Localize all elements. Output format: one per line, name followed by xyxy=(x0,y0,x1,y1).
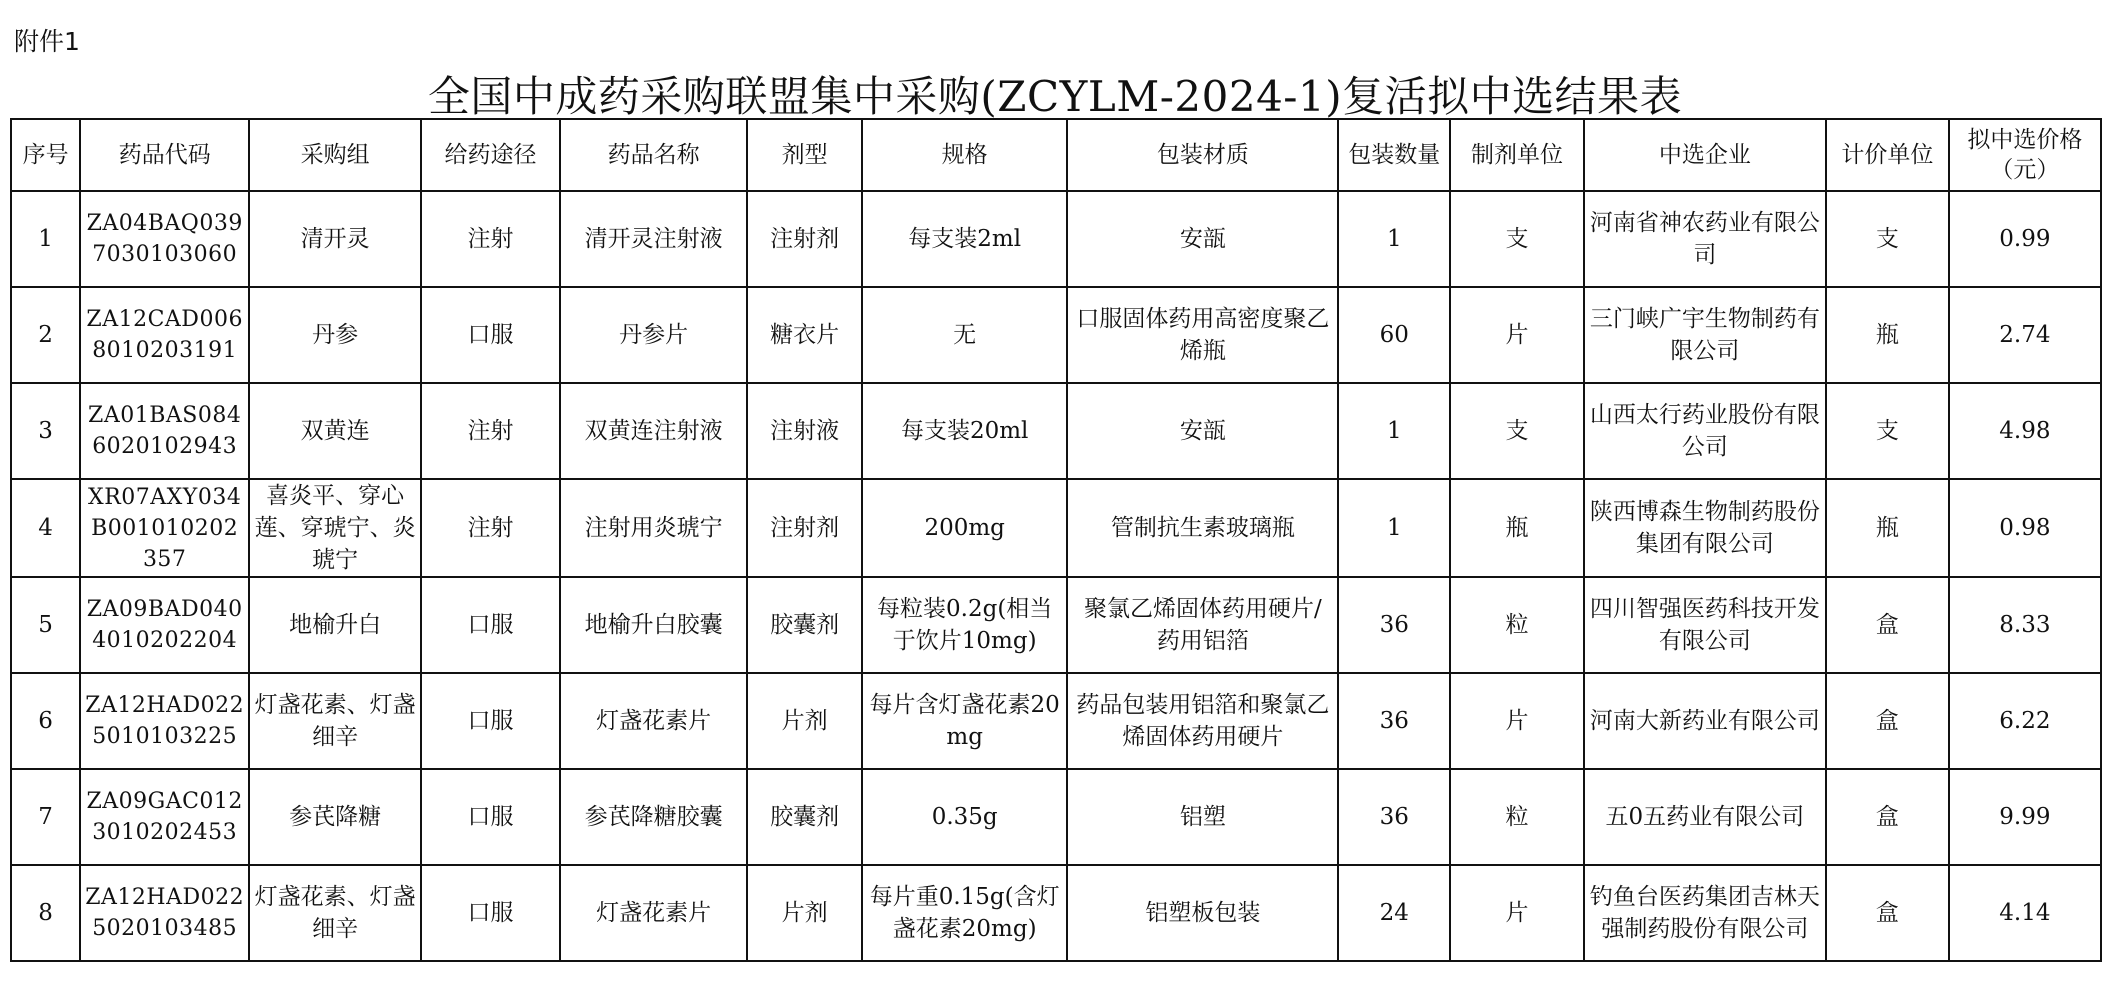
cell-form: 注射剂 xyxy=(747,479,861,577)
table-row xyxy=(11,577,2101,673)
cell-code: ZA12HAD0225010103225 xyxy=(80,673,249,769)
cell-spec: 0.35g xyxy=(862,769,1068,865)
header-group: 采购组 xyxy=(249,119,421,191)
cell-spec: 200mg xyxy=(862,479,1068,577)
cell-priceunit: 支 xyxy=(1826,383,1949,479)
cell-qty: 1 xyxy=(1338,479,1450,577)
cell-price: 0.99 xyxy=(1949,191,2101,287)
table-row xyxy=(11,769,2101,865)
cell-group: 地榆升白 xyxy=(249,577,421,673)
header-route: 给药途径 xyxy=(421,119,559,191)
cell-company: 钓鱼台医药集团吉林天强制药股份有限公司 xyxy=(1584,865,1826,961)
header-seq: 序号 xyxy=(11,119,80,191)
cell-code: ZA09BAD0404010202204 xyxy=(80,577,249,673)
cell-group: 清开灵 xyxy=(249,191,421,287)
cell-priceunit: 盒 xyxy=(1826,673,1949,769)
header-price: 拟中选价格（元） xyxy=(1949,119,2101,191)
cell-qty: 36 xyxy=(1338,769,1450,865)
cell-seq: 4 xyxy=(11,479,80,577)
cell-group: 参芪降糖 xyxy=(249,769,421,865)
cell-qty: 36 xyxy=(1338,577,1450,673)
cell-company: 山西太行药业股份有限公司 xyxy=(1584,383,1826,479)
header-code: 药品代码 xyxy=(80,119,249,191)
cell-route: 注射 xyxy=(421,383,559,479)
cell-packmat: 药品包装用铝箔和聚氯乙烯固体药用硬片 xyxy=(1067,673,1338,769)
cell-name: 丹参片 xyxy=(560,287,748,383)
cell-company: 河南大新药业有限公司 xyxy=(1584,673,1826,769)
cell-route: 注射 xyxy=(421,191,559,287)
cell-spec: 无 xyxy=(862,287,1068,383)
cell-company: 三门峡广宇生物制药有限公司 xyxy=(1584,287,1826,383)
cell-packmat: 聚氯乙烯固体药用硬片/药用铝箔 xyxy=(1067,577,1338,673)
cell-form: 糖衣片 xyxy=(747,287,861,383)
header-qty: 包装数量 xyxy=(1338,119,1450,191)
header-priceunit: 计价单位 xyxy=(1826,119,1949,191)
cell-price: 2.74 xyxy=(1949,287,2101,383)
table-row xyxy=(11,191,2101,287)
cell-code: ZA01BAS0846020102943 xyxy=(80,383,249,479)
cell-route: 口服 xyxy=(421,673,559,769)
cell-packmat: 管制抗生素玻璃瓶 xyxy=(1067,479,1338,577)
cell-packmat: 安瓿 xyxy=(1067,383,1338,479)
table-row xyxy=(11,287,2101,383)
cell-packmat: 口服固体药用高密度聚乙烯瓶 xyxy=(1067,287,1338,383)
cell-company: 陕西博森生物制药股份集团有限公司 xyxy=(1584,479,1826,577)
cell-route: 口服 xyxy=(421,287,559,383)
table-row xyxy=(11,865,2101,961)
cell-company: 四川智强医药科技开发有限公司 xyxy=(1584,577,1826,673)
cell-unit: 粒 xyxy=(1450,577,1583,673)
cell-route: 口服 xyxy=(421,865,559,961)
cell-spec: 每支装2ml xyxy=(862,191,1068,287)
cell-qty: 1 xyxy=(1338,191,1450,287)
cell-route: 口服 xyxy=(421,769,559,865)
header-company: 中选企业 xyxy=(1584,119,1826,191)
table-row xyxy=(11,383,2101,479)
cell-priceunit: 盒 xyxy=(1826,577,1949,673)
cell-qty: 1 xyxy=(1338,383,1450,479)
cell-seq: 5 xyxy=(11,577,80,673)
cell-name: 双黄连注射液 xyxy=(560,383,748,479)
cell-route: 口服 xyxy=(421,577,559,673)
cell-group: 灯盏花素、灯盏细辛 xyxy=(249,673,421,769)
cell-priceunit: 瓶 xyxy=(1826,479,1949,577)
cell-form: 胶囊剂 xyxy=(747,769,861,865)
cell-company: 河南省神农药业有限公司 xyxy=(1584,191,1826,287)
cell-priceunit: 支 xyxy=(1826,191,1949,287)
cell-seq: 3 xyxy=(11,383,80,479)
cell-priceunit: 盒 xyxy=(1826,865,1949,961)
cell-code: ZA04BAQ0397030103060 xyxy=(80,191,249,287)
cell-spec: 每支装20ml xyxy=(862,383,1068,479)
cell-seq: 6 xyxy=(11,673,80,769)
header-spec: 规格 xyxy=(862,119,1068,191)
cell-code: ZA12CAD0068010203191 xyxy=(80,287,249,383)
header-form: 剂型 xyxy=(747,119,861,191)
attachment-label: 附件1 xyxy=(14,27,80,56)
header-packmat: 包装材质 xyxy=(1067,119,1338,191)
cell-unit: 片 xyxy=(1450,287,1583,383)
cell-price: 4.98 xyxy=(1949,383,2101,479)
cell-name: 参芪降糖胶囊 xyxy=(560,769,748,865)
cell-form: 片剂 xyxy=(747,865,861,961)
cell-form: 片剂 xyxy=(747,673,861,769)
cell-spec: 每粒装0.2g(相当于饮片10mg) xyxy=(862,577,1068,673)
header-row xyxy=(11,119,2101,191)
header-unit: 制剂单位 xyxy=(1450,119,1583,191)
cell-unit: 片 xyxy=(1450,673,1583,769)
table-row xyxy=(11,673,2101,769)
cell-form: 注射液 xyxy=(747,383,861,479)
cell-group: 双黄连 xyxy=(249,383,421,479)
results-table xyxy=(10,118,2102,962)
header-name: 药品名称 xyxy=(560,119,748,191)
cell-name: 灯盏花素片 xyxy=(560,865,748,961)
cell-packmat: 安瓿 xyxy=(1067,191,1338,287)
cell-price: 9.99 xyxy=(1949,769,2101,865)
cell-name: 注射用炎琥宁 xyxy=(560,479,748,577)
cell-name: 地榆升白胶囊 xyxy=(560,577,748,673)
cell-seq: 8 xyxy=(11,865,80,961)
cell-unit: 瓶 xyxy=(1450,479,1583,577)
cell-price: 0.98 xyxy=(1949,479,2101,577)
cell-code: XR07AXY034B001010202357 xyxy=(80,479,249,577)
cell-qty: 24 xyxy=(1338,865,1450,961)
cell-group: 灯盏花素、灯盏细辛 xyxy=(249,865,421,961)
cell-spec: 每片含灯盏花素20mg xyxy=(862,673,1068,769)
cell-route: 注射 xyxy=(421,479,559,577)
cell-unit: 粒 xyxy=(1450,769,1583,865)
cell-price: 8.33 xyxy=(1949,577,2101,673)
cell-name: 清开灵注射液 xyxy=(560,191,748,287)
cell-name: 灯盏花素片 xyxy=(560,673,748,769)
cell-unit: 片 xyxy=(1450,865,1583,961)
cell-price: 6.22 xyxy=(1949,673,2101,769)
cell-seq: 2 xyxy=(11,287,80,383)
cell-seq: 1 xyxy=(11,191,80,287)
cell-spec: 每片重0.15g(含灯盏花素20mg) xyxy=(862,865,1068,961)
cell-qty: 60 xyxy=(1338,287,1450,383)
cell-priceunit: 盒 xyxy=(1826,769,1949,865)
cell-form: 注射剂 xyxy=(747,191,861,287)
cell-code: ZA12HAD0225020103485 xyxy=(80,865,249,961)
cell-company: 五0五药业有限公司 xyxy=(1584,769,1826,865)
cell-group: 喜炎平、穿心莲、穿琥宁、炎琥宁 xyxy=(249,479,421,577)
cell-price: 4.14 xyxy=(1949,865,2101,961)
page-title: 全国中成药采购联盟集中采购(ZCYLM-2024-1)复活拟中选结果表 xyxy=(427,72,1683,121)
cell-packmat: 铝塑板包装 xyxy=(1067,865,1338,961)
cell-group: 丹参 xyxy=(249,287,421,383)
cell-qty: 36 xyxy=(1338,673,1450,769)
cell-code: ZA09GAC0123010202453 xyxy=(80,769,249,865)
table-row xyxy=(11,479,2101,577)
cell-unit: 支 xyxy=(1450,383,1583,479)
cell-seq: 7 xyxy=(11,769,80,865)
cell-packmat: 铝塑 xyxy=(1067,769,1338,865)
cell-form: 胶囊剂 xyxy=(747,577,861,673)
cell-unit: 支 xyxy=(1450,191,1583,287)
cell-priceunit: 瓶 xyxy=(1826,287,1949,383)
